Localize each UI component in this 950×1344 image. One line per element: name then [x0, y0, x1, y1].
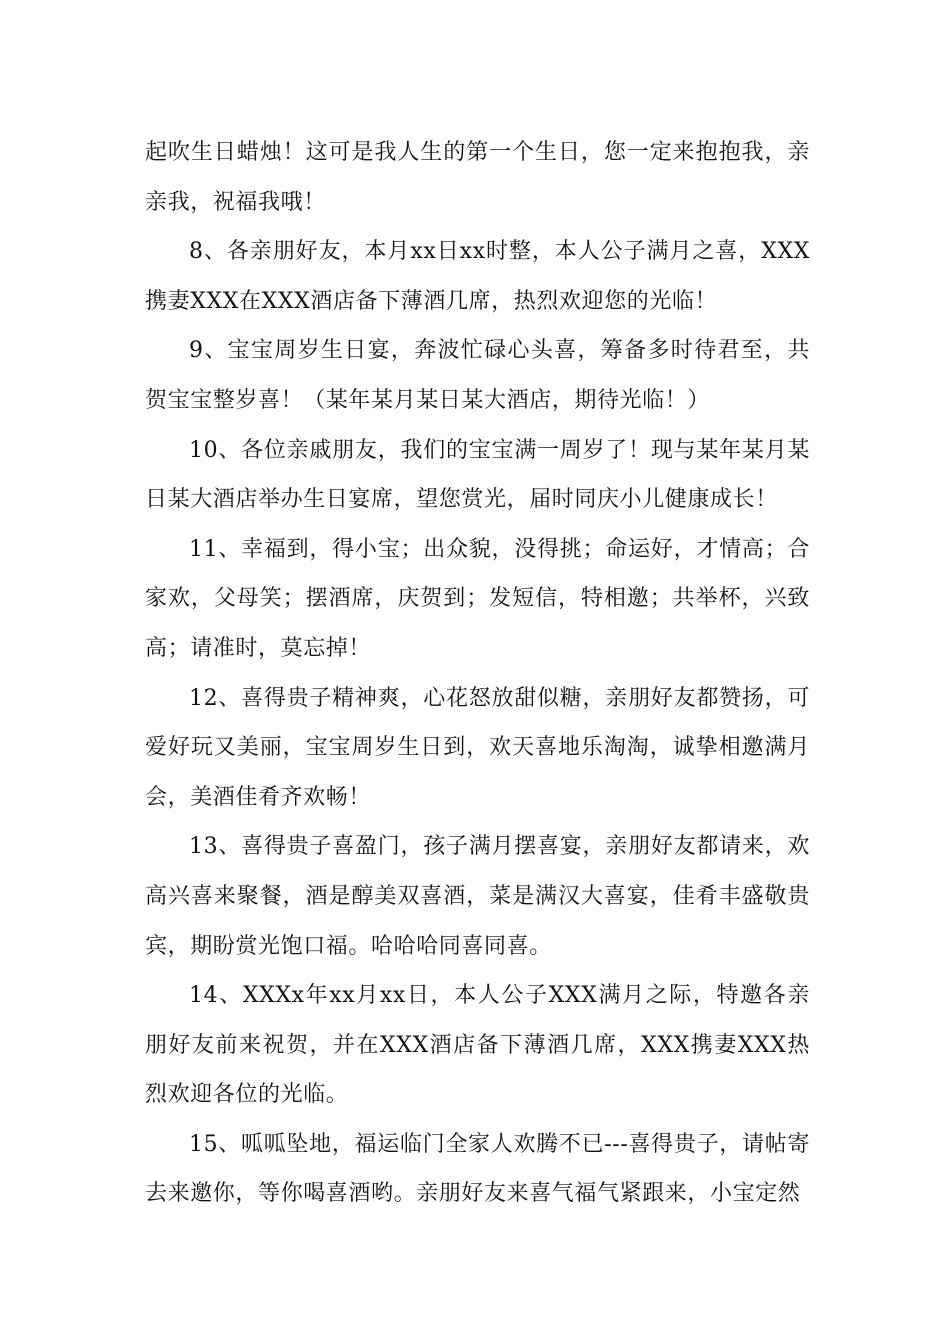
- paragraph: 15、呱呱坠地，福运临门全家人欢腾不已---喜得贵子，请帖寄去来邀你，等你喝喜酒哟。亲朋好友来喜气福气紧跟来，小宝定然: [145, 1131, 810, 1207]
- paragraph: 14、XXXx年xx月xx日，本人公子XXX满月之际，特邀各亲朋好友前来祝贺，并在XXX酒店备下薄酒几席，XXX携妻XXX热烈欢迎各位的光临。: [145, 983, 810, 1108]
- paragraph: 13、喜得贵子喜盈门，孩子满月摆喜宴，亲朋好友都请来，欢高兴喜来聚餐，酒是醇美双喜酒，菜是满汉大喜宴，佳肴丰盛敬贵宾，期盼赏光饱口福。哈哈哈同喜同喜。: [145, 834, 810, 959]
- document-page: [145, 128, 810, 1219]
- paragraph: 10、各位亲戚朋友，我们的宝宝满一周岁了！现与某年某月某日某大酒店举办生日宴席，望您赏光，届时同庆小儿健康成长！: [145, 437, 810, 513]
- paragraph: 9、宝宝周岁生日宴，奔波忙碌心头喜，筹备多时待君至，共贺宝宝整岁喜！（某年某月某日某大酒店，期待光临！）: [145, 338, 810, 413]
- paragraph: 8、各亲朋好友，本月xx日xx时整，本人公子满月之喜，XXX携妻XXX在XXX酒店备下薄酒几席，热烈欢迎您的光临！: [145, 239, 810, 314]
- paragraph: 起吹生日蜡烛！这可是我人生的第一个生日，您一定来抱抱我，亲亲我，祝福我哦！: [145, 140, 810, 215]
- paragraph: 11、幸福到，得小宝；出众貌，没得挑；命运好，才情高；合家欢，父母笑；摆酒席，庆贺到；发短信，特相邀；共举杯，兴致高；请准时，莫忘掉！: [145, 536, 810, 661]
- paragraph: 12、喜得贵子精神爽，心花怒放甜似糖，亲朋好友都赞扬，可爱好玩又美丽，宝宝周岁生日到，欢天喜地乐淘淘，诚挚相邀满月会，美酒佳肴齐欢畅！: [145, 685, 810, 810]
